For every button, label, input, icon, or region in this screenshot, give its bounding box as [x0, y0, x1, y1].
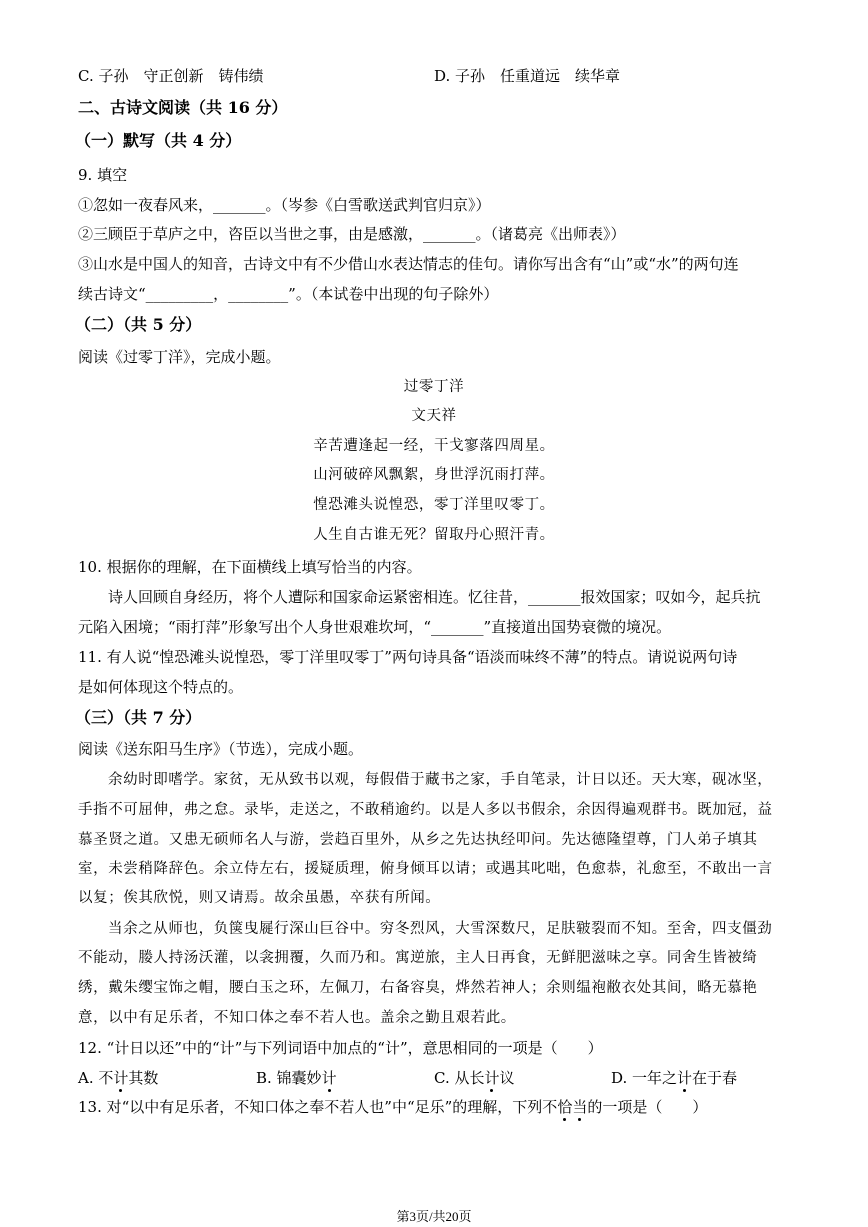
poem-author: 文天祥 [411, 408, 457, 424]
emphasis-dot: 恰 [557, 1098, 573, 1116]
q9-blank-3-line2: 续古诗文“_________，________”。（本试卷中出现的句子除外） [78, 285, 499, 303]
passage-line: 手指不可屈伸，弗之怠。录毕，走送之，不敢稍逾约。以是人多以书假余，余因得遍观群书。既加冠，益 [78, 802, 773, 818]
poem-line: 山河破碎风飘絮，身世浮沉雨打萍。 [313, 467, 555, 483]
section-title: 二、古诗文阅读（共 16 分） [78, 98, 288, 117]
q9-blank-1: ①忽如一夜春风来，_______。（岑参《白雪歌送武判官归京》） [78, 196, 491, 214]
option-d-prev: D. 子孙 任重道远 续华章 [434, 67, 621, 85]
poem-title: 过零丁洋 [403, 379, 465, 395]
part2-title: （二）（共 5 分） [75, 315, 202, 334]
q13-question: 13. 对“以中有足乐者，不知口体之奉不若人也”中“足乐”的理解，下列不恰当的一项是（ ） [78, 1098, 708, 1116]
part3-title: （三）（共 7 分） [75, 708, 202, 727]
passage-line: 余幼时即嗜学。家贫，无从致书以观，每假借于藏书之家，手自笔录，计日以还。天大寒，砚冰坚， [108, 772, 773, 788]
emphasis-dot: 计 [321, 1069, 337, 1087]
q9-blank-2: ②三顾臣于草庐之中，咨臣以当世之事，由是感激，_______。（诸葛亮《出师表》） [78, 225, 626, 243]
q12-option-d: D. 一年之计在于春 [611, 1069, 738, 1087]
q10-text-line1: 诗人回顾自身经历，将个人遭际和国家命运紧密相连。忆往昔，_______报效国家；叹如今，起兵抗 [108, 588, 761, 606]
passage-line: 以复；俟其欣悦，则又请焉。故余虽愚，卒获有所闻。 [78, 890, 441, 906]
part3-intro: 阅读《送东阳马生序》（节选），完成小题。 [78, 740, 364, 758]
part2-intro: 阅读《过零丁洋》，完成小题。 [78, 348, 281, 366]
q12-option-b: B. 锦囊妙计 [256, 1069, 337, 1087]
q11-line2: 是如何体现这个特点的。 [78, 678, 244, 696]
emphasis-dot: 计 [677, 1069, 693, 1087]
poem-line: 惶恐滩头说惶恐，零丁洋里叹零丁。 [313, 497, 555, 513]
q12-option-a: A. 不计其数 [78, 1069, 159, 1087]
option-c-prev: C. 子孙 守正创新 铸伟绩 [78, 67, 264, 85]
emphasis-dot: 计 [484, 1069, 500, 1087]
q12-option-c: C. 从长计议 [434, 1069, 515, 1087]
q10-text-line2: 元陷入困境；“雨打萍”形象写出个人身世艰难坎坷，“_______”直接道出国势衰微的境况。 [78, 618, 672, 636]
passage-line: 意，以中有足乐者，不知口体之奉不若人也。盖余之勤且艰若此。 [78, 1010, 516, 1026]
passage-line: 室，未尝稍降辞色。余立侍左右，援疑质理，俯身倾耳以请；或遇其叱咄，色愈恭，礼愈至，不敢出一言 [78, 861, 773, 877]
page-footer: 第3页/共20页 [396, 1209, 472, 1224]
passage-line: 当余之从师也，负箧曳屣行深山巨谷中。穷冬烈风，大雪深数尺，足肤皲裂而不知。至舍，四支僵劲 [108, 921, 773, 937]
passage-line: 不能动，媵人持汤沃灌，以衾拥覆，久而乃和。寓逆旅，主人日再食，无鲜肥滋味之享。同舍生皆被绮 [78, 950, 758, 966]
poem-line: 辛苦遭逢起一经，干戈寥落四周星。 [313, 438, 555, 454]
q11-line1: 11. 有人说“惶恐滩头说惶恐，零丁洋里叹零丁”两句诗具备“语淡而味终不薄”的特点。请说说两句诗 [78, 648, 738, 666]
q10-title: 10. 根据你的理解，在下面横线上填写恰当的内容。 [78, 558, 422, 576]
emphasis-dot: 计 [113, 1069, 129, 1087]
q9-blank-3-line1: ③山水是中国人的知音，古诗文中有不少借山水表达情志的佳句。请你写出含有“山”或“水”的两句连 [78, 255, 739, 273]
poem-line: 人生自古谁无死？留取丹心照汗青。 [313, 527, 555, 543]
passage-line: 慕圣贤之道。又患无硕师名人与游，尝趋百里外，从乡之先达执经叩问。先达德隆望尊，门人弟子填其 [78, 832, 758, 848]
q12-question: 12. “计日以还”中的“计”与下列词语中加点的“计”，意思相同的一项是（ ） [78, 1039, 603, 1057]
q9-title: 9. 填空 [78, 166, 128, 184]
emphasis-dot: 当 [572, 1098, 588, 1116]
passage-line: 绣，戴朱缨宝饰之帽，腰白玉之环，左佩刀，右备容臭，烨然若神人；余则缊袍敝衣处其间，略无慕艳 [78, 980, 758, 996]
part1-title: （一）默写（共 4 分） [75, 131, 242, 150]
